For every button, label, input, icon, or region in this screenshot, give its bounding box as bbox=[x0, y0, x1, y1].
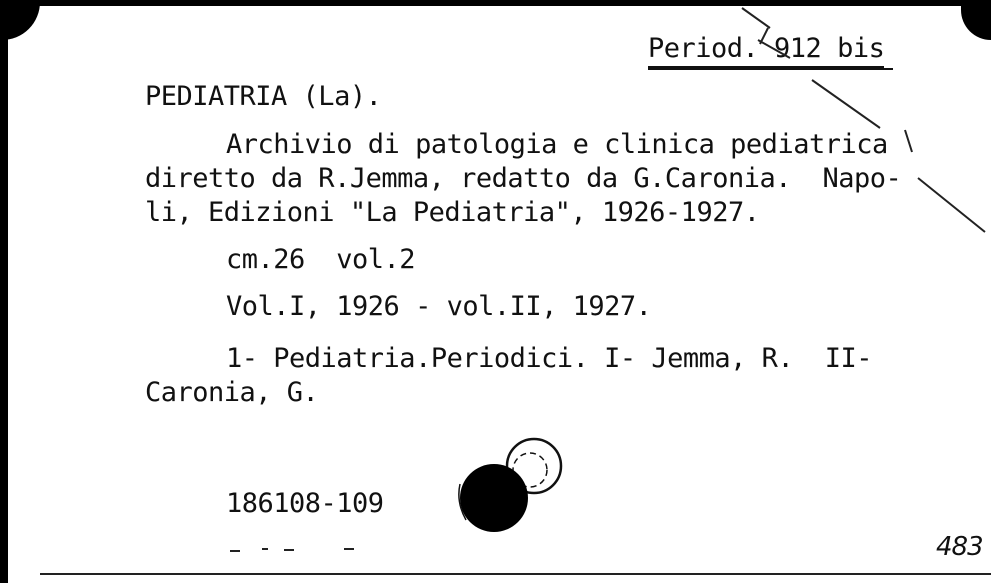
scan-artifact bbox=[344, 548, 354, 550]
scan-artifact bbox=[284, 549, 294, 551]
call-number-double-underline bbox=[648, 68, 893, 70]
handwritten-card-number: 483 bbox=[936, 532, 983, 562]
collation: cm.26 vol.2 bbox=[226, 244, 416, 275]
description-line: li, Edizioni "La Pediatria", 1926-1927. bbox=[145, 197, 760, 228]
scan-border-top bbox=[0, 0, 991, 6]
tracing-line: Caronia, G. bbox=[145, 377, 319, 408]
scan-corner-top-right bbox=[961, 0, 991, 40]
description-line: Archivio di patologia e clinica pediatrica bbox=[226, 129, 888, 160]
tracing-line: 1- Pediatria.Periodici. I- Jemma, R. II- bbox=[226, 343, 872, 374]
scan-border-left bbox=[0, 0, 8, 583]
scan-artifact bbox=[262, 548, 268, 550]
holdings: Vol.I, 1926 - vol.II, 1927. bbox=[226, 291, 652, 322]
accession-number: 186108-109 bbox=[226, 488, 384, 519]
scan-corner-top-left bbox=[0, 0, 40, 40]
call-number: Period. 912 bis bbox=[648, 32, 884, 68]
card-title: PEDIATRIA (La). bbox=[145, 81, 382, 112]
card-bottom-edge bbox=[40, 573, 991, 575]
scan-artifact bbox=[230, 550, 240, 552]
punch-hole-icon bbox=[446, 432, 576, 542]
description-line: diretto da R.Jemma, redatto da G.Caronia. Napo- bbox=[145, 163, 902, 194]
